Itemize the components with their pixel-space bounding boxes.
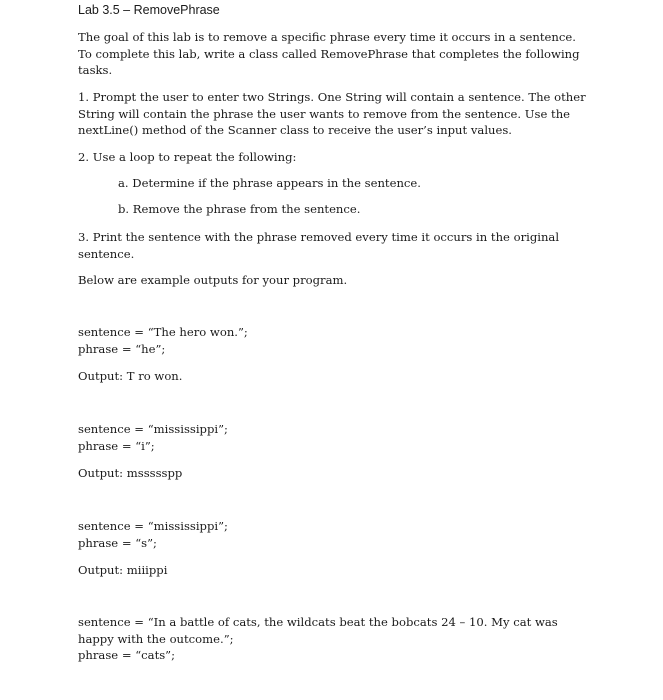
example-1-output: Output: T ro won.	[78, 369, 183, 383]
step-3: 3. Print the sentence with the phrase removed every time it occurs in the original sentence.	[78, 230, 560, 261]
example-3-sentence: sentence = “mississippi”;	[78, 519, 228, 533]
step-2a: a. Determine if the phrase appears in the sentence.	[118, 176, 421, 190]
intro-paragraph: The goal of this lab is to remove a specific phrase every time it occurs in a sentence. To complete this lab, write a class called RemovePhrase that completes the following tasks.	[78, 30, 580, 77]
example-3-phrase: phrase = “s”;	[78, 536, 157, 550]
example-2-sentence: sentence = “mississippi”;	[78, 422, 228, 436]
example-3-output: Output: miiippi	[78, 563, 168, 577]
example-2-phrase: phrase = “i”;	[78, 439, 155, 453]
example-1-phrase: phrase = “he”;	[78, 342, 166, 356]
step-1: 1. Prompt the user to enter two Strings. One String will contain a sentence. The other String will contain the phrase the user wants to remove from the sentence. Use the nextLine() method of the Scanner class to receive the user’s input values.	[78, 90, 586, 137]
example-4-phrase: phrase = “cats”;	[78, 648, 176, 662]
example-2-output: Output: mssssspp	[78, 466, 183, 480]
page-title: Lab 3.5 – RemovePhrase	[78, 3, 220, 17]
example-4-sentence: sentence = “In a battle of cats, the wildcats beat the bobcats 24 – 10. My cat was happy with the outcome.”;	[78, 615, 558, 646]
examples-intro: Below are example outputs for your program.	[78, 273, 348, 287]
step-2b: b. Remove the phrase from the sentence.	[118, 202, 361, 216]
example-1-sentence: sentence = “The hero won.”;	[78, 325, 248, 339]
step-2: 2. Use a loop to repeat the following:	[78, 150, 297, 164]
